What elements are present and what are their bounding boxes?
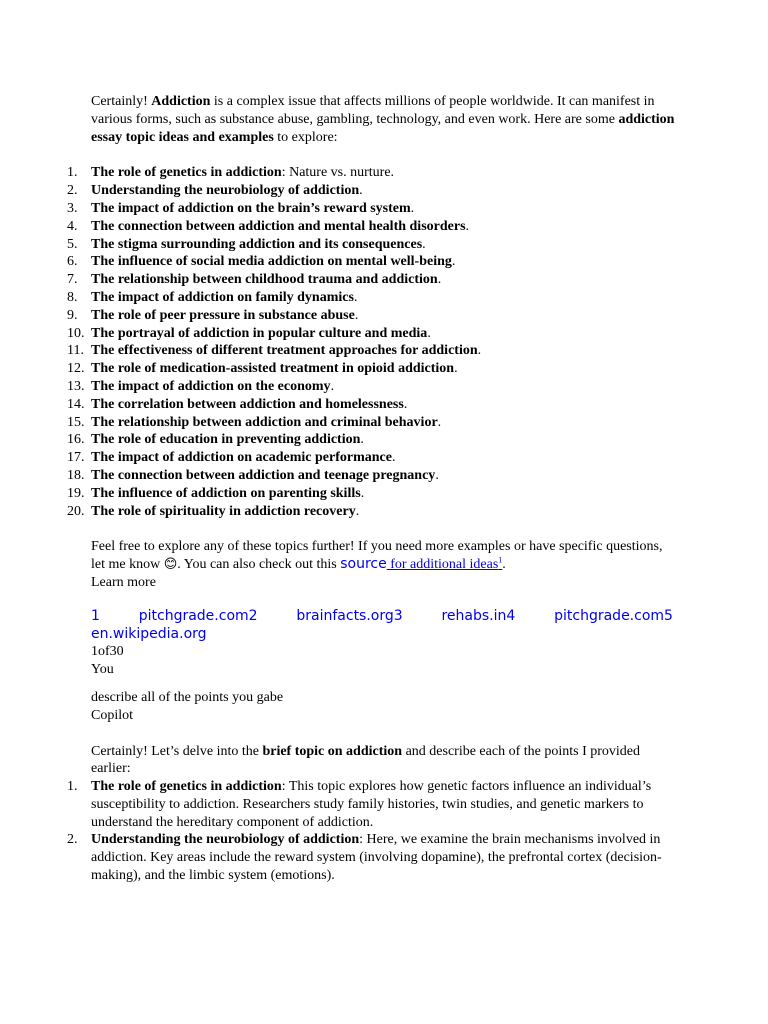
- list-item: [67, 414, 677, 432]
- list-number: 19.: [67, 485, 85, 501]
- followup-text: .: [502, 557, 506, 573]
- intro-text: is a complex issue that affects millions of people worldwide. It can manifest in various forms, such as substance abuse, gambling, technology, and even work. Here are some: [91, 94, 655, 127]
- list-item-title: The correlation between addiction and homelessness: [91, 396, 404, 412]
- list-number: 11.: [67, 343, 84, 359]
- answer-intro: [91, 743, 677, 779]
- list-item: [67, 307, 677, 325]
- list-item: [67, 342, 677, 360]
- list-item-text: .: [477, 343, 482, 359]
- you-label: You: [91, 662, 114, 678]
- list-item-title: The role of genetics in addiction: [91, 165, 282, 181]
- list-number: 18.: [67, 467, 85, 483]
- list-item-title: The impact of addiction on academic performance: [91, 450, 392, 466]
- list-item: [67, 271, 677, 289]
- list-number: 2.: [67, 832, 78, 848]
- list-item-title: The role of education in preventing addiction: [91, 432, 361, 448]
- list-item-text: .: [410, 200, 415, 216]
- list-item-text: .: [391, 450, 396, 466]
- list-number: 7.: [67, 272, 78, 288]
- smiley-icon: 😊: [163, 557, 178, 573]
- list-number: 5.: [67, 236, 78, 252]
- list-item-title: The impact of addiction on family dynamics: [91, 289, 354, 305]
- topics-list: [67, 164, 677, 520]
- list-number: 16.: [67, 432, 85, 448]
- sources-row: [91, 608, 673, 626]
- list-number: 6.: [67, 254, 78, 270]
- intro-paragraph: [91, 93, 677, 146]
- list-item: [67, 449, 677, 467]
- chat-transcript: [67, 93, 677, 885]
- list-number: 1.: [67, 165, 78, 181]
- answer-text: and describe each of the points I provided earlier:: [91, 743, 640, 777]
- list-item-title: The role of genetics in addiction: [91, 779, 282, 795]
- source-link[interactable]: brainfacts.org3: [296, 607, 403, 624]
- list-item: [67, 378, 677, 396]
- list-item-title: The connection between addiction and mental health disorders: [91, 218, 466, 234]
- source-link[interactable]: pitchgrade.com5: [554, 607, 673, 624]
- response-counter: 1of30: [91, 644, 124, 660]
- list-number: 8.: [67, 289, 78, 305]
- list-item-text: .: [403, 396, 408, 412]
- list-item: [67, 467, 677, 485]
- list-item: [67, 253, 677, 271]
- followup-text: . You can also check out this: [177, 557, 341, 573]
- list-item-text: .: [359, 183, 363, 199]
- list-number: 12.: [67, 361, 85, 377]
- citation-marker: 1: [498, 555, 503, 565]
- copilot-label: Copilot: [91, 707, 134, 723]
- list-item-text: .: [427, 325, 431, 341]
- list-item-text: : Here, we examine the brain mechanisms involved in addiction. Key areas include the reward system (involving dopamine), the prefrontal cortex (decision-making), and the limbic system (emotions).: [91, 832, 662, 884]
- list-item-title: The influence of social media addiction on mental well-being: [91, 254, 452, 270]
- learn-more-label: Learn more: [91, 574, 156, 590]
- intro-bold-topics: addiction essay topic ideas and examples: [91, 111, 675, 145]
- list-item: [67, 236, 677, 254]
- source-link[interactable]: 1: [91, 607, 100, 624]
- list-item-title: The impact of addiction on the economy: [91, 378, 331, 394]
- list-item: [67, 831, 677, 884]
- list-number: 3.: [67, 200, 78, 216]
- followup-paragraph: [91, 538, 677, 574]
- answer-list: [67, 778, 677, 885]
- list-item-text: .: [437, 414, 442, 430]
- list-item-text: .: [465, 218, 470, 234]
- list-number: 4.: [67, 218, 78, 234]
- list-item: [67, 182, 677, 200]
- intro-bold-addiction: Addiction: [151, 94, 211, 109]
- source-link-wikipedia[interactable]: en.wikipedia.org: [91, 625, 207, 642]
- user-message: describe all of the points you gabe: [91, 689, 284, 705]
- intro-text: to explore:: [273, 129, 338, 145]
- list-item-title: The connection between addiction and teenage pregnancy: [91, 467, 436, 483]
- link-text: for additional ideas: [386, 557, 499, 573]
- list-number: 9.: [67, 307, 78, 323]
- list-item-text: .: [360, 485, 365, 501]
- list-item-text: .: [422, 236, 426, 252]
- list-number: 10.: [67, 325, 85, 341]
- list-number: 17.: [67, 450, 85, 466]
- list-item: [67, 164, 677, 182]
- list-item-title: Understanding the neurobiology of addiction: [91, 183, 360, 199]
- list-item-title: The relationship between childhood trauma and addiction: [91, 272, 438, 288]
- list-number: 14.: [67, 396, 85, 412]
- list-item-title: The role of peer pressure in substance abuse: [91, 307, 355, 323]
- list-item-title: The relationship between addiction and criminal behavior: [91, 414, 438, 430]
- list-item-title: Understanding the neurobiology of addiction: [91, 832, 360, 848]
- list-number: 13.: [67, 378, 85, 394]
- answer-bold: brief topic on addiction: [262, 743, 403, 759]
- list-item: [67, 360, 677, 378]
- source-link[interactable]: pitchgrade.com2: [138, 607, 258, 624]
- additional-ideas-link[interactable]: [387, 557, 503, 572]
- followup-text: Feel free to explore any of these topics further! If you need more examples or have specific questions, let me know: [91, 539, 663, 573]
- list-item: [67, 503, 677, 521]
- list-item-text: .: [454, 361, 458, 377]
- list-item-title: The influence of addiction on parenting skills: [91, 485, 361, 501]
- list-item: [67, 325, 677, 343]
- answer-text: Certainly! Let’s delve into the: [91, 743, 263, 759]
- list-item-title: The effectiveness of different treatment approaches for addiction: [91, 343, 478, 359]
- list-item-title: The role of spirituality in addiction recovery: [91, 503, 356, 519]
- list-item-title: The role of medication-assisted treatment in opioid addiction: [91, 361, 455, 377]
- list-item-text: : This topic explores how genetic factors influence an individual’s susceptibility to addiction. Researchers study family histories, twin studies, and genetic markers to understand the hereditary component of addiction.: [91, 779, 652, 830]
- list-item: [67, 218, 677, 236]
- sources-list: [91, 608, 673, 644]
- list-number: 15.: [67, 414, 85, 430]
- source-link[interactable]: source: [340, 556, 387, 573]
- list-item-text: .: [437, 272, 442, 288]
- list-number: 20.: [67, 503, 85, 519]
- list-number: 2.: [67, 183, 78, 199]
- list-item: [67, 778, 677, 831]
- list-item: [67, 431, 677, 449]
- list-item-text: .: [355, 503, 360, 519]
- list-item-text: .: [330, 378, 335, 394]
- list-item-text: : Nature vs. nurture.: [281, 165, 395, 181]
- list-item: [67, 396, 677, 414]
- list-item-text: .: [435, 467, 439, 483]
- list-item-title: The stigma surrounding addiction and its consequences: [91, 236, 423, 252]
- list-item: [67, 485, 677, 503]
- intro-text: Certainly!: [91, 94, 152, 109]
- list-item-text: .: [360, 432, 364, 448]
- list-item: [67, 289, 677, 307]
- list-item-text: .: [353, 289, 358, 305]
- list-item-title: The impact of addiction on the brain’s reward system: [91, 200, 411, 216]
- list-item-text: .: [451, 254, 456, 270]
- list-item-title: The portrayal of addiction in popular culture and media: [91, 325, 428, 341]
- source-link[interactable]: rehabs.in4: [441, 607, 516, 624]
- list-number: 1.: [67, 779, 78, 795]
- list-item: [67, 200, 677, 218]
- list-item-text: .: [354, 307, 359, 323]
